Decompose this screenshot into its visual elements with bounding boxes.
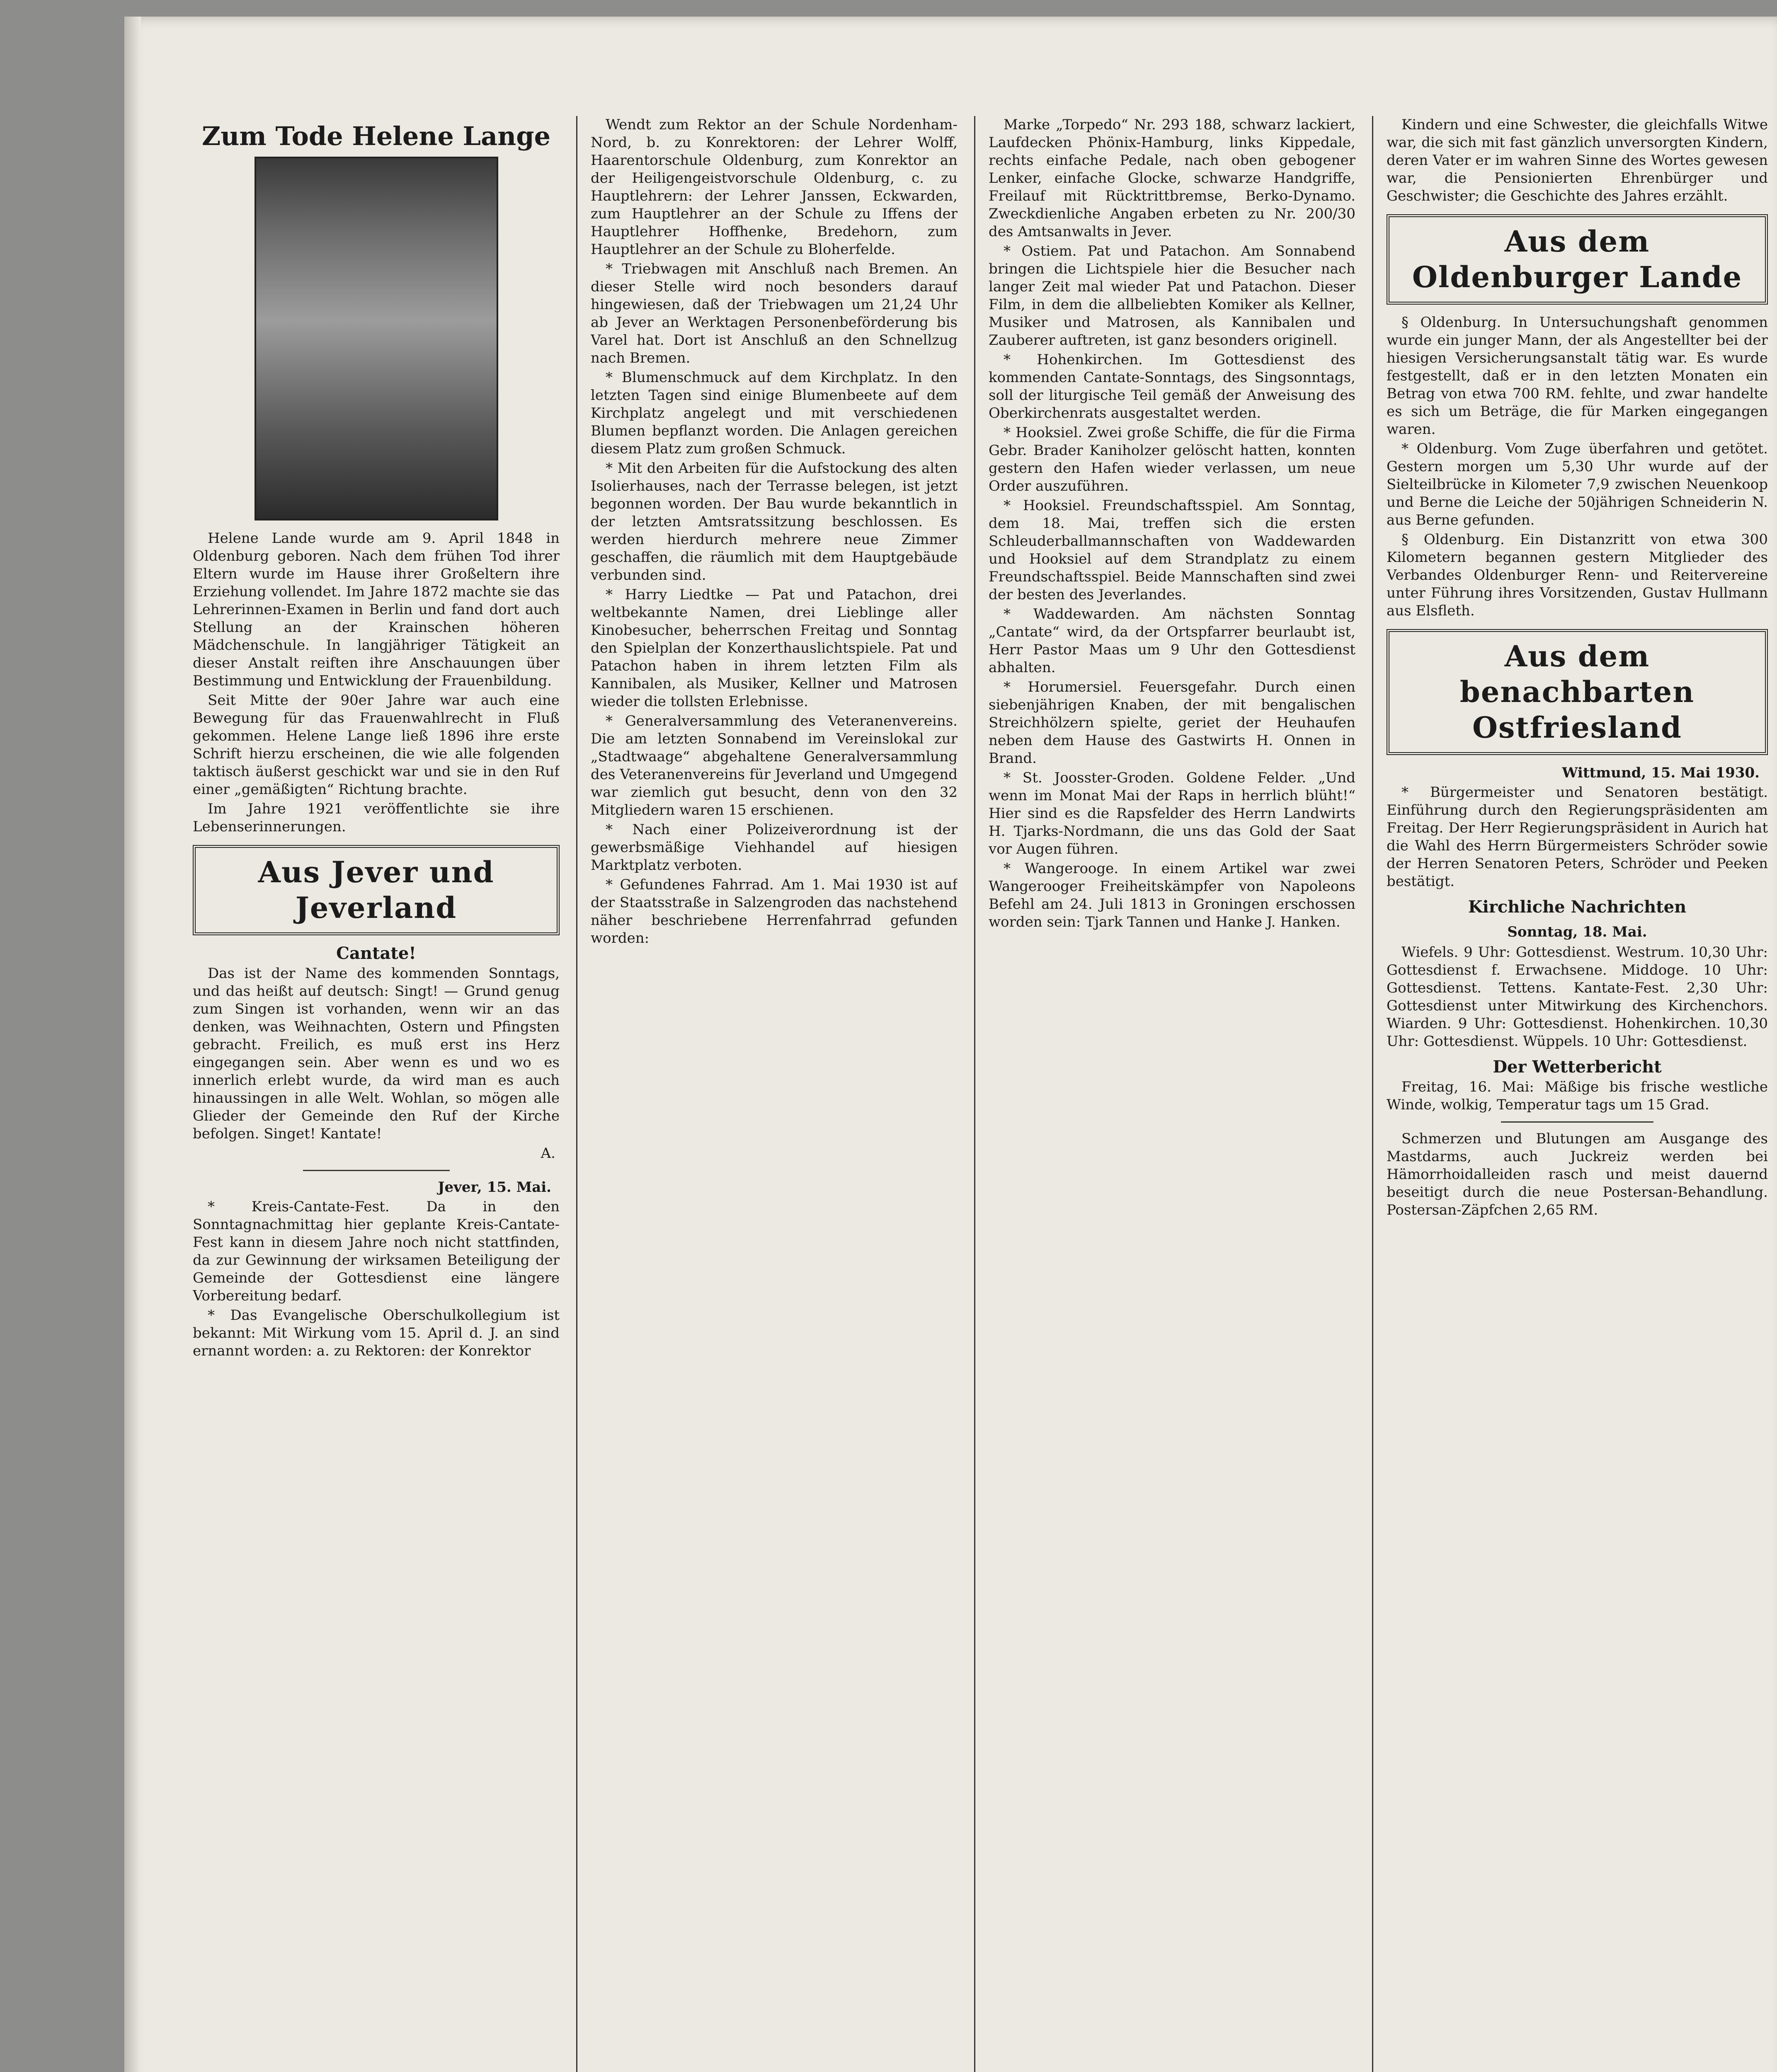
column-rule [576, 116, 577, 2072]
article-paragraph: * Blumenschmuck auf dem Kirchplatz. In den letzten Tagen sind einige Blumenbeete auf dem Kirchplatz angelegt und mit verschiedenen Blumen bepflanzt worden. Die Anlagen gereichen diesem Platz zum großen Schmuck. [591, 369, 958, 457]
article-paragraph: * Gefundenes Fahrrad. Am 1. Mai 1930 ist auf der Staatsstraße in Salzengroden das nachstehend näher beschriebene Herrenfahrrad gefunden worden: [591, 876, 958, 946]
article-paragraph: * Triebwagen mit Anschluß nach Bremen. An dieser Stelle wird noch besonders darauf hingewiesen, daß der Triebwagen um 21,24 Uhr ab Jever an Werktagen Personenbeförderung bis Varel hat. Dort ist Anschluß an den Schnellzug nach Bremen. [591, 261, 958, 366]
section-header-jever: Aus Jever und Jeverland [193, 845, 560, 935]
article-paragraph: Helene Lande wurde am 9. April 1848 in Oldenburg geboren. Nach dem frühen Tod ihrer Eltern wurde im Hause ihrer Großeltern ihre Erziehung vollendet. Im Jahre 1872 machte sie das Lehrerinnen-Examen in Berlin und fand dort auch Stellung an der Krainschen höheren Mädchenschule. In langjähriger Tätigkeit an dieser Anstalt reiften ihre Anschauungen über Bestimmung und Entwicklung der Frauenbildung. [193, 530, 560, 689]
subheadline-cantate: Cantate! [336, 944, 416, 963]
column-rule [1372, 116, 1373, 2072]
article-paragraph: * Wangerooge. In einem Artikel war zwei Wangerooger Freiheitskämpfer von Napoleons Befehl am 24. Juli 1813 in Groningen erschossen worden sein: Tjark Tannen und Hanke J. Hanken. [989, 860, 1355, 930]
portrait-photo [255, 157, 498, 520]
subheadline-weather: Der Wetterbericht [1493, 1057, 1662, 1077]
article-paragraph: * Hooksiel. Zwei große Schiffe, die für die Firma Gebr. Brader Kaniholzer gelöscht hatten, konnten gestern den Hafen wieder verlassen, um neue Order auszuführen. [989, 424, 1355, 494]
article-paragraph: Das ist der Name des kommenden Sonntags, und das heißt auf deutsch: Singt! — Grund genug zum Singen ist vorhanden, wenn wir an das denken, was Weihnachten, Ostern und Pfingsten gebracht. Freilich, es muß erst ins Herz eingegangen sein. Aber wenn es und wo es innerlich erlebt wurde, da wird man es auch hinaussingen in alle Welt. Wohlan, so mögen alle Glieder der Gemeinde den Ruf der Kirche befolgen. Singet! Kantate! [193, 965, 560, 1142]
article-paragraph: * Das Evangelische Oberschulkollegium ist bekannt: Mit Wirkung vom 15. April d. J. an sind ernannt worden: a. zu Rektoren: der Konrektor [193, 1307, 560, 1359]
article-paragraph: § Oldenburg. Ein Distanzritt von etwa 300 Kilometern begannen gestern Mitglieder des Verbandes Oldenburger Renn- und Reitervereine unter Führung ihres Vorsitzenden, Gustav Hullmann aus Elsfleth. [1387, 531, 1768, 619]
column-2 [591, 116, 958, 2072]
article-paragraph: Kindern und eine Schwester, die gleichfalls Witwe war, die sich mit fast gänzlich unversorgten Kindern, deren Vater er im wahren Sinne des Wortes gewesen war, die Pensionierten Ehrenbürger und Geschwister; die Geschichte des Jahres erzählt. [1387, 116, 1768, 204]
article-paragraph: Seit Mitte der 90er Jahre war auch eine Bewegung für das Frauenwahlrecht in Fluß gekommen. Helene Lange ließ 1896 ihre erste Schrift hierzu erscheinen, die wie alle folgenden taktisch äußerst geschickt war und sie in den Ruf einer „gemäßigten“ Richtung brachte. [193, 692, 560, 798]
page-fold [124, 17, 141, 2072]
article-paragraph: * Mit den Arbeiten für die Aufstockung des alten Isolierhauses, nach der Terrasse belegen, ist jetzt begonnen worden. Der Bau wurde bekanntlich in der letzten Amtsratssitzung beschlossen. Es werden hierdurch mehrere neue Zimmer geschaffen, die räumlich mit dem Hauptgebäude verbunden sind. [591, 460, 958, 583]
article-paragraph: * Horumersiel. Feuersgefahr. Durch einen siebenjährigen Knaben, der mit bengalischen Streichhölzern spielte, geriet der Heuhaufen neben dem Hause des Gastwirts H. Onnen in Brand. [989, 679, 1355, 767]
advertisement: Schmerzen und Blutungen am Ausgange des Mastdarms, auch Juckreiz werden bei Hämorrhoidalleiden rasch und meist dauernd beseitigt durch die neue Postersan-Behandlung. Postersan-Zäpfchen 2,65 RM. [1387, 1130, 1768, 1218]
section-header-ostfriesland: Aus dem benachbarten Ostfriesland [1387, 629, 1768, 755]
church-listing: Wiefels. 9 Uhr: Gottesdienst. Westrum. 10,30 Uhr: Gottesdienst f. Erwachsene. Middoge. 10 Uhr: Gottesdienst. Tettens. Kantate-Fest. 2,30 Uhr: Gottesdienst unter Mitwirkung des Kirchenchors. Wiarden. 9 Uhr: Gottesdienst. Hohenkirchen. 10,30 Uhr: Gottesdienst. Wüppels. 10 Uhr: Gottesdienst. [1387, 944, 1768, 1050]
church-date: Sonntag, 18. Mai. [1507, 924, 1647, 940]
headline-helene-lange: Zum Tode Helene Lange [201, 121, 551, 151]
article-paragraph: * Kreis-Cantate-Fest. Da in den Sonntagnachmittag hier geplante Kreis-Cantate-Fest kann in diesem Jahre noch nicht stattfinden, da zur Gewinnung der wirksamen Beteiligung der Gemeinde der Gottesdienst eine längere Vorbereitung bedarf. [193, 1198, 560, 1304]
column-1 [193, 116, 560, 2072]
dateline: Jever, 15. Mai. [438, 1179, 551, 1196]
subheadline-church: Kirchliche Nachrichten [1468, 897, 1687, 917]
article-paragraph: § Oldenburg. In Untersuchungshaft genommen wurde ein junger Mann, der als Angestellter bei der hiesigen Versicherungsanstalt tätig war. Es wurde festgestellt, daß er in den letzten Monaten ein Betrag von etwa 700 RM. fehlte, und zwar handelte es sich um Beträge, die für Marken eingegangen waren. [1387, 314, 1768, 438]
column-rule [974, 116, 975, 2072]
article-paragraph: * Nach einer Polizeiverordnung ist der gewerbsmäßige Viehhandel auf hiesigen Marktplatz verboten. [591, 821, 958, 874]
article-paragraph: Wendt zum Rektor an der Schule Nordenham-Nord, b. zu Konrektoren: der Lehrer Wolff, Haarentorschule Oldenburg, zum Konrektor an der Heiligengeistvorschule Oldenburg, c. zu Hauptlehrern: der Lehrer Janssen, Eckwarden, zum Hauptlehrer an der Schule zu Iffens der Hauptlehrer Hoffhenke, Bredehorn, zum Hauptlehrer an der Schule zu Bloherfelde. [591, 116, 958, 258]
article-paragraph: * Oldenburg. Vom Zuge überfahren und getötet. Gestern morgen um 5,30 Uhr wurde auf der Sielteilbrücke in Kilometer 7,9 zwischen Neuenkoop und Berne die Leiche der 50jährigen Schneiderin N. aus Berne gefunden. [1387, 441, 1768, 528]
article-paragraph: Marke „Torpedo“ Nr. 293 188, schwarz lackiert, Laufdecken Phönix-Hamburg, links Kippedale, rechts einfache Pedale, nach oben gebogener Lenker, einfache Glocke, schwarze Handgriffe, Freilauf mit Rücktrittbremse, Berko-Dynamo. Zweckdienliche Angaben erbeten zu Nr. 200/30 des Amtsanwalts in Jever. [989, 116, 1355, 240]
separator [303, 1170, 450, 1171]
article-paragraph: * Waddewarden. Am nächsten Sonntag „Cantate“ wird, da der Ortspfarrer beurlaubt ist, Herr Pastor Maas um 9 Uhr den Gottesdienst abhalten. [989, 606, 1355, 676]
weather-report: Freitag, 16. Mai: Mäßige bis frische westliche Winde, wolkig, Temperatur tags um 15 Grad. [1387, 1079, 1768, 1113]
article-paragraph: * St. Joosster-Groden. Goldene Felder. „Und wenn im Monat Mai der Raps in herrlich blüht!“ Hier sind es die Rapsfelder des Herrn Landwirts H. Tjarks-Nordmann, die uns das Gold der Saat vor Augen führen. [989, 770, 1355, 857]
article-paragraph: * Bürgermeister und Senatoren bestätigt. Einführung durch den Regierungspräsidenten am Freitag. Der Herr Regierungspräsident in Aurich hat die Wahl des Herrn Bürgermeisters Schröder sowie der Herren Senatoren Peters, Schröder und Peeken bestätigt. [1387, 784, 1768, 890]
article-paragraph: * Ostiem. Pat und Patachon. Am Sonnabend bringen die Lichtspiele hier die Besucher nach langer Zeit mal wieder Pat und Patachon. Dieser Film, in dem die allbeliebten Komiker als Kellner, Musiker und Matrosen, als Kannibalen und Zauberer auftreten, ist ganz besonders originell. [989, 243, 1355, 349]
article-paragraph: * Harry Liedtke — Pat und Patachon, drei weltbekannte Namen, drei Lieblinge aller Kinobesucher, beherrschen Freitag und Sonntag den Spielplan der Konzerthauslichtspiele. Pat und Patachon haben in ihrem letzten Film als Kannibalen, als Musiker, Kellner und Matrosen wieder die tollsten Erlebnisse. [591, 586, 958, 710]
separator [1501, 1121, 1653, 1123]
dateline: Wittmund, 15. Mai 1930. [1562, 765, 1760, 781]
article-paragraph: * Hohenkirchen. Im Gottesdienst des kommenden Cantate-Sonntags, des Singsonntags, soll der liturgische Teil gemäß der Anweisung des Oberkirchenrats ausgestaltet werden. [989, 351, 1355, 421]
article-paragraph: * Generalversammlung des Veteranenvereins. Die am letzten Sonnabend im Vereinslokal zur „Stadtwaage“ abgehaltene Generalversammlung des Veteranenvereins für Jeverland und Umgegend war ziemlich gut besucht, denn von den 32 Mitgliedern waren 15 erschienen. [591, 713, 958, 818]
author-sign: A. [541, 1145, 555, 1162]
article-paragraph: Im Jahre 1921 veröffentlichte sie ihre Lebenserinnerungen. [193, 801, 560, 835]
column-3 [989, 116, 1355, 2072]
newspaper-page [124, 17, 1777, 2072]
article-paragraph: * Hooksiel. Freundschaftsspiel. Am Sonntag, dem 18. Mai, treffen sich die ersten Schleuderballmannschaften von Waddewarden und Hooksiel auf dem Strandplatz zu einem Freundschaftsspiel. Beide Mannschaften sind zwei der besten des Jeverlandes. [989, 497, 1355, 603]
column-4 [1387, 116, 1768, 2072]
section-header-oldenburg: Aus dem Oldenburger Lande [1387, 214, 1768, 305]
